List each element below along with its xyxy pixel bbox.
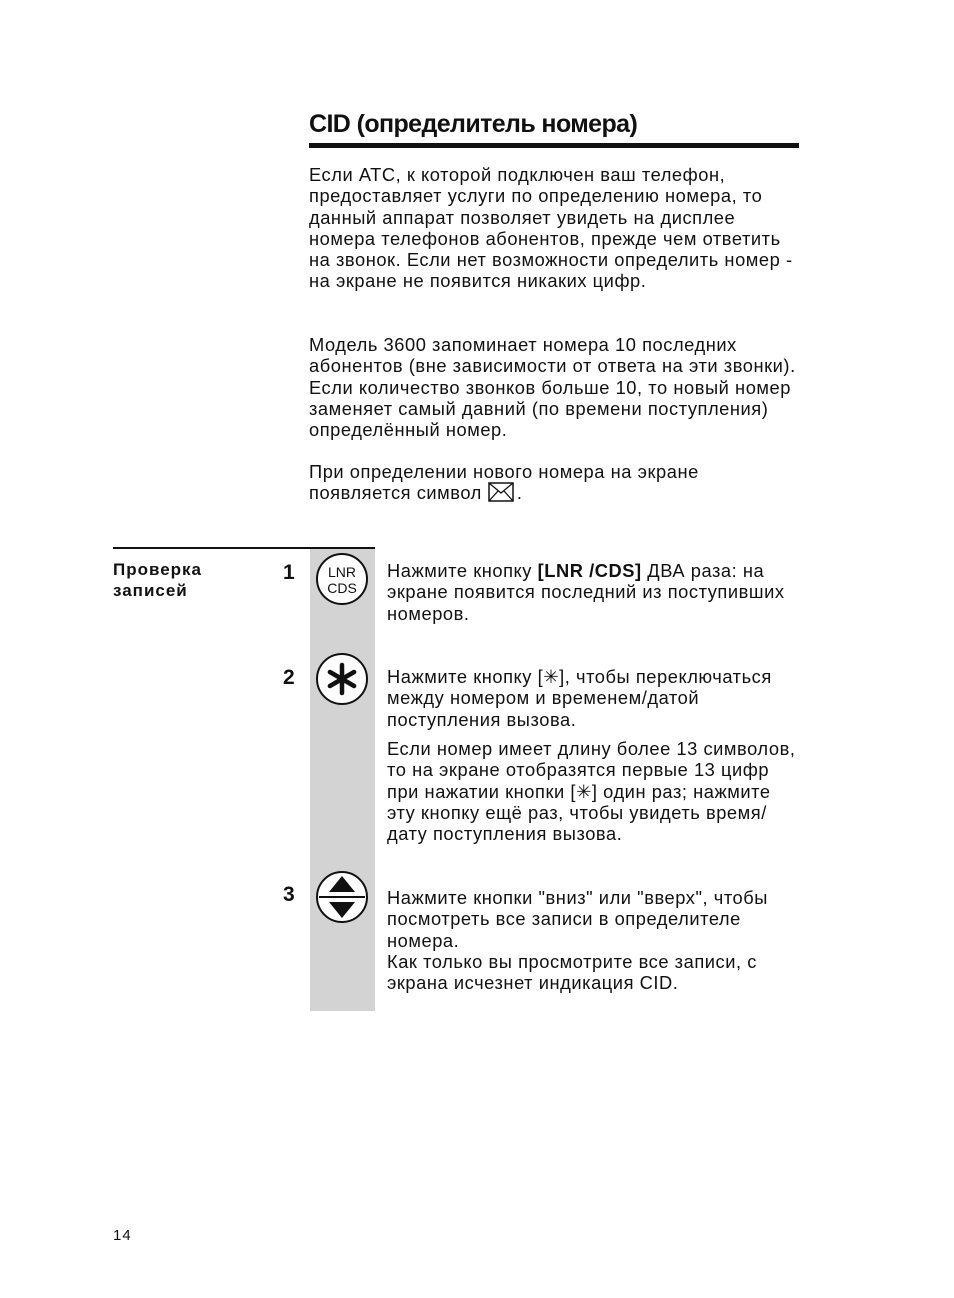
intro-paragraph-3-text: При определении нового номера на экране появляется символ	[309, 461, 699, 504]
step-1-text-b: ДВА раза: на экране появится последний из поступивших номеров.	[387, 560, 785, 624]
step-2-text: Нажмите кнопку [✳], чтобы переключаться между номером и временем/датой поступления вызова.	[387, 666, 772, 730]
step-1-text	[387, 560, 801, 624]
step-3-note: Как только вы просмотрите все записи, с экрана исчезнет индикация CID.	[387, 951, 757, 994]
intro-paragraph-3	[309, 461, 801, 504]
lnr-cds-button-icon	[315, 552, 369, 606]
step-1-number: 1	[283, 561, 295, 584]
star-button-icon	[315, 652, 369, 706]
page-title: CID (определитель номера)	[309, 110, 638, 138]
up-down-button-icon	[315, 870, 369, 924]
intro-paragraph-1: Если АТС, к которой подключен ваш телефон, предоставляет услуги по определению номера, то данный аппарат позволяет увидеть на дисплее номера телефонов абонентов, прежде чем ответить на звонок. Если нет возможности определить номер - на экране не появится никаких цифр.	[309, 164, 793, 292]
step-3-text: Нажмите кнопки "вниз" или "вверх", чтобы посмотреть все записи в определителе номера.	[387, 887, 768, 951]
intro-paragraph-2: Модель 3600 запоминает номера 10 последних абонентов (вне зависимости от ответа на эти звонки). Если количество звонков больше 10, то новый номер заменяет самый давний (по времени поступления) определённый номер.	[309, 334, 796, 441]
step-icon-column	[310, 549, 375, 1011]
step-3-number: 3	[283, 883, 295, 906]
intro-paragraph-3-end: .	[516, 482, 523, 504]
lnr-label: LNR	[327, 564, 357, 580]
step-2-note: Если номер имеет длину более 13 символов, то на экране отобразятся первые 13 цифр при нажатии кнопки [✳] один раз; нажмите эту кнопку ещё раз, чтобы увидеть время/дату поступления вызова.	[387, 738, 796, 845]
section-label: Проверка записей	[113, 560, 203, 600]
step-1-key: [LNR /CDS]	[537, 560, 642, 581]
title-underline	[309, 143, 799, 148]
step-1-text-a: Нажмите кнопку	[387, 560, 538, 581]
page-number: 14	[113, 1227, 132, 1244]
cds-label: CDS	[327, 580, 357, 596]
envelope-icon	[488, 482, 514, 502]
step-2-number: 2	[283, 666, 295, 689]
